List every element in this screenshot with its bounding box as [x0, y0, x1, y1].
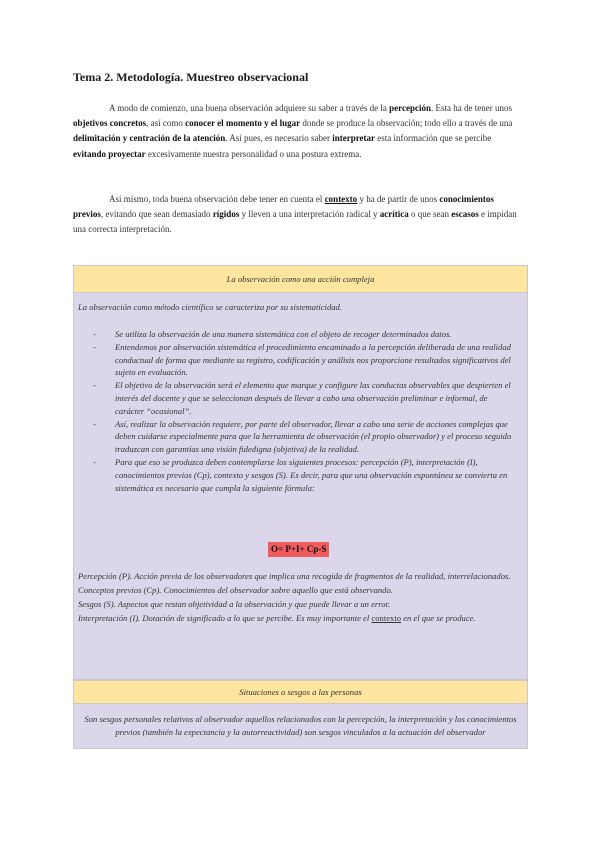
- observation-intro: La observación como método científico se caracteriza por su sistematicidad.: [78, 302, 342, 312]
- definition-interpretacion: Interpretación (I). Dotación de significado a lo que se percibe. Es muy importante el contexto en el que se produce.: [78, 613, 476, 623]
- keyword-contexto: contexto: [324, 194, 358, 204]
- keyword-delimitacion: delimitación y centración de la atención: [73, 133, 226, 144]
- keyword-acritica: acrítica: [379, 209, 409, 220]
- definition-percepcion: Percepción (P). Acción previa de los observadores que implica una recogida de fragmentos de la realidad, interrelacionados.: [78, 571, 511, 581]
- page-title: Tema 2. Metodología. Muestreo observacional: [73, 70, 309, 84]
- sesgos-box: [73, 680, 528, 749]
- sesgos-box-text: Son sesgos personales relativos al observador aquellos relacionados con la percepción, la interpretación y los conocimientos previos (también la expectancia y la autorreactividad) son sesgos vinculados a la actuación del observador: [74, 704, 528, 749]
- keyword-percepcion: percepción: [389, 103, 431, 113]
- paragraph-1: A modo de comienzo, una buena observación adquiere su saber a través de la percepción. Esta ha de tener unos objetivos concretos, así como conocer el momento y el lugar donde se produce la observación; todo ello a través de una delimitación y centración de la atención. Así pues, es necesario saber interpretar esta información que se percibe evitando proyectar excesivamente nuestra personalidad o una postura extrema.: [73, 103, 513, 159]
- sesgos-box-header: Situaciones o sesgos a las personas: [74, 681, 528, 704]
- keyword-conocimientos-previos: conocimientos previos: [73, 194, 494, 220]
- list-item: - Para que eso se produzca deben contemplarse los siguientes procesos: percepción (P), interpretación (I), conocimientos previos (Cp), contexto y sesgos (S). Es decir, para que una observación espontánea se convierta en sistemática es necesario que cumpla la siguiente fórmula:: [93, 456, 513, 494]
- contexto-underlined: contexto: [371, 613, 401, 623]
- definition-sesgos: Sesgos (S). Aspectos que restan objetividad a la observación y que puede llevar a un error.: [78, 599, 391, 609]
- definitions: [78, 569, 522, 625]
- keyword-evitando-proyectar: evitando proyectar: [73, 148, 146, 159]
- paragraph-2: Así mismo, toda buena observación debe tener en cuenta el contexto y ha de partir de unos conocimientos previos, evitando que sean demasiado rígidos y lleven a una interpretación radical y acrítica o que sean escasos e impidan una correcta interpretación.: [73, 194, 517, 235]
- definition-conceptos-previos: Conceptos previos (Cp). Conocimientos del observador sobre aquello que está observando.: [78, 585, 393, 595]
- formula-highlight: O= P+I+ Cp-S: [268, 542, 329, 557]
- keyword-escasos: escasos: [451, 209, 479, 220]
- list-item: - Entendemos por observación sistemática el procedimiento encaminado a la percepción deliberada de una realidad conductual de forma que mediante su registro, codificación y análisis nos proporcione resultados significativos del sujeto en evaluación.: [93, 341, 513, 379]
- keyword-momento-lugar: conocer el momento y el lugar: [185, 118, 301, 129]
- keyword-rigidos: rígidos: [212, 209, 240, 220]
- keyword-objetivos: objetivos concretos: [73, 118, 147, 129]
- observation-box: [73, 265, 528, 680]
- list-item: - Se utiliza la observación de una manera sistemática con el objeto de recoger determinados datos.: [93, 328, 513, 341]
- observation-box-header: La observación como una acción compleja: [74, 266, 528, 293]
- observation-bullet-list: [93, 328, 513, 494]
- list-item: - El objetivo de la observación será el elemento que marque y configure las conductas observables que despierten el interés del docente y que se seleccionan después de llevar a cabo una observación preliminar e informal, de carácter “ocasional”.: [93, 379, 513, 417]
- keyword-interpretar: interpretar: [332, 133, 376, 144]
- list-item: - Así, realizar la observación requiere, por parte del observador, llevar a cabo una serie de acciones complejas que deben cuidarse especialmente para que la herramienta de observación (el propio observador) y el proceso seguido traduzcan con garantías una visión fidedigna (objetiva) de la realidad.: [93, 418, 513, 456]
